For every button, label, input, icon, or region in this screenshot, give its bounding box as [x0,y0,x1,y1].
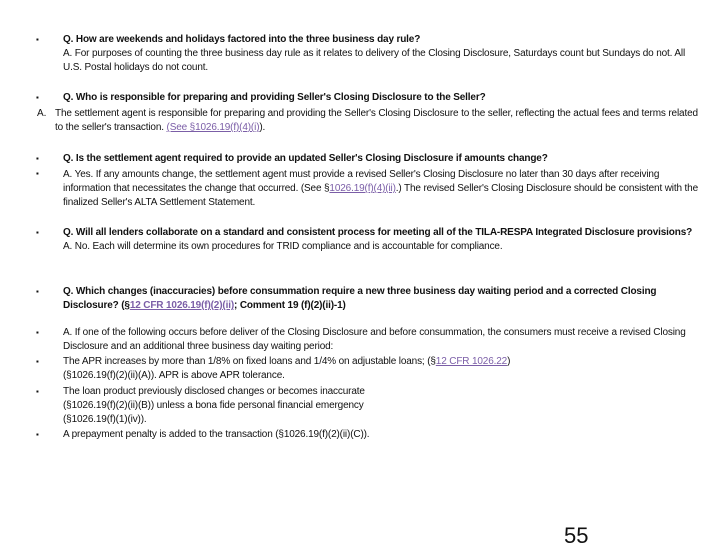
faq-item-lenders [63,226,703,254]
faq-item-updated-cd [63,152,703,210]
answer-text: The APR increases by more than 1/8% on fixed loans and 1/4% on adjustable loans; (§ [63,356,436,367]
page-number: 55 [564,523,589,548]
bullet: ▪ [36,387,39,396]
regulation-link[interactable]: 12 CFR 1026.22 [435,356,508,367]
question: Q. Is the settlement agent required to provide an updated Seller's Closing Disclosure if amounts change? [63,153,548,164]
bullet: ▪ [36,35,39,44]
answer-label: A. [37,108,47,119]
question: Q. Which changes (inaccuracies) before consummation require a new three business day waiting period and a corrected Closing Disclosure? (§ [63,286,657,311]
answer [55,107,705,135]
bullet: ▪ [36,357,39,366]
answer-text: ). [259,122,266,133]
question: Q. How are weekends and holidays factored into the three business day rule? [63,34,421,45]
question: ; Comment 19 (f)(2)(ii)-1) [234,300,346,311]
bullet: ▪ [36,328,39,337]
answer-text: (§1026.19(f)(1)(iv)). [63,414,147,425]
bullet: ▪ [36,93,39,102]
faq-item-weekends [63,33,703,75]
faq-item-seller-cd [63,91,703,105]
answer: A. For purposes of counting the three business day rule as it relates to delivery of the Closing Disclosure, Saturdays count but Sundays do not. All U.S. Postal holidays do not count. [63,48,686,73]
bullet: ▪ [36,430,39,439]
bullet: ▪ [36,169,39,178]
question: Q. Who is responsible for preparing and providing Seller's Closing Disclosure to the Seller? [63,92,486,103]
answer-text: (§1026.19(f)(2)(ii)(B)) unless a bona fide personal financial emergency [63,400,364,411]
regulation-link[interactable]: 12 CFR 1026.19(f)(2)(ii) [129,300,235,311]
answer-text: The loan product previously disclosed changes or becomes inaccurate [63,386,365,397]
answer-text: The settlement agent is responsible for preparing and providing the Seller's Closing Disclosure to the seller, reflecting the actual fees and terms related to the seller's transaction. [55,108,698,133]
bullet: ▪ [36,154,39,163]
answer-text: A. Yes. If any amounts change, the settlement agent must provide a revised Seller's Closing Disclosure no later than 30 days after receiving information that necessitates the change that occurred. (See § [63,169,660,194]
apr-change [63,355,703,383]
answer [63,168,703,210]
answer-text: ) [507,356,511,367]
faq-item-changes [63,285,703,313]
loan-product-change [63,385,703,427]
regulation-link[interactable]: 1026.19(f)(4)(ii) [329,183,396,194]
bullet: ▪ [36,287,39,296]
prepayment-penalty: A prepayment penalty is added to the transaction (§1026.19(f)(2)(ii)(C)). [63,429,370,440]
answer-intro: A. If one of the following occurs before deliver of the Closing Disclosure and before consummation, the consumers must receive a revised Closing Disclosure and an additional three business day waiting period: [63,327,686,352]
bullet: ▪ [36,228,39,237]
answer: A. No. Each will determine its own procedures for TRID compliance and is accountable for compliance. [63,241,503,252]
answer-text: (§1026.19(f)(2)(ii)(A)). APR is above APR tolerance. [63,370,285,381]
question: Q. Will all lenders collaborate on a standard and consistent process for meeting all of the TILA-RESPA Integrated Disclosure provisions? [63,227,693,238]
regulation-link[interactable]: (See §1026.19(f)(4)(i) [166,122,260,133]
answer-text: .) The revised Seller's Closing Disclosure should be consistent with the finalized Seller's ALTA Settlement Statement. [63,183,698,208]
